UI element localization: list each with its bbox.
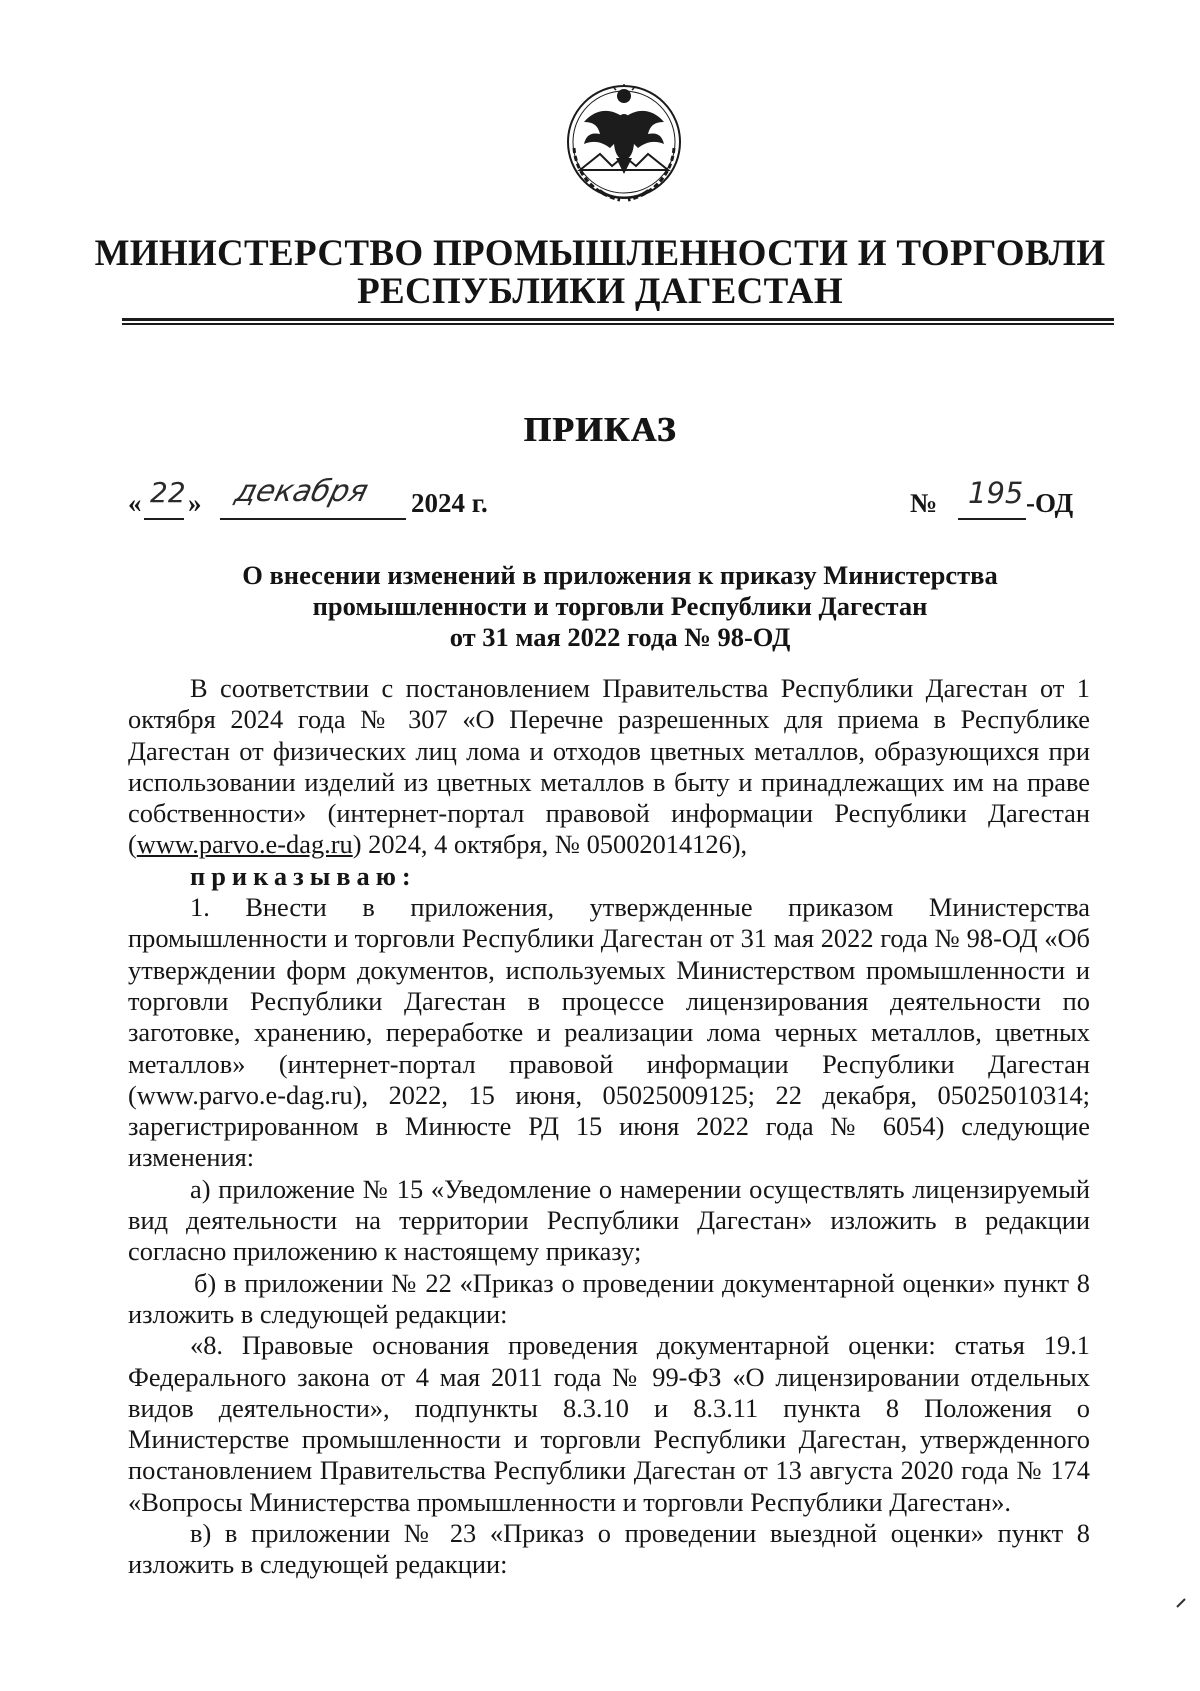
order-body	[128, 673, 1090, 1581]
directive-word: приказываю:	[190, 860, 417, 891]
ministry-name-line1: МИНИСТЕРСТВО ПРОМЫШЛЕННОСТИ И ТОРГОВЛИ	[94, 233, 1106, 274]
header-divider-thin	[122, 323, 1114, 325]
body-paragraph-quoted-8: «8. Правовые основания проведения документарной оценки: статья 19.1 Федерального закона от 4 мая 2011 года № 99-ФЗ «О лицензировании отдельных видов деятельности», подпункты 8.3.10 и 8.3.11 пункта 8 Положения о Министерстве промышленности и торговли Республики Дагестан, утвержденного постановлением Правительства Республики Дагестан от 13 августа 2020 года № 174 «Вопросы Министерства промышленности и торговли Республики Дагестан».	[128, 1330, 1090, 1517]
header-divider-thick	[122, 318, 1114, 321]
date-month-underline	[220, 518, 406, 520]
subject-line-3: от 31 мая 2022 года № 98-ОД	[449, 622, 791, 652]
subject-line-1: О внесении изменений в приложения к приказу Министерства	[242, 560, 998, 590]
date-year: 2024 г.	[411, 488, 488, 518]
date-quote-open: «	[128, 488, 142, 518]
date-quote-close: »	[188, 488, 202, 518]
body-paragraph-item-a: а) приложение № 15 «Уведомление о намерении осуществлять лицензируемый вид деятельности на территории Республики Дагестан» изложить в редакции согласно приложению к настоящему приказу;	[128, 1173, 1090, 1267]
order-number-handwritten: 195	[968, 476, 1024, 510]
order-number-suffix: -ОД	[1026, 488, 1074, 518]
dagestan-eagle-emblem-icon	[560, 78, 688, 210]
scan-mark-icon	[1176, 1598, 1186, 1608]
order-subject	[150, 560, 1090, 653]
order-number-underline	[958, 518, 1026, 520]
subject-line-2: промышленности и торговли Республики Дагестан	[312, 591, 928, 621]
date-month-handwritten: декабря	[231, 474, 372, 509]
body-paragraph-item-b: б) в приложении № 22 «Приказ о проведении документарной оценки» пункт 8 изложить в следующей редакции:	[128, 1267, 1090, 1329]
date-day-handwritten: 22	[150, 476, 186, 509]
preamble-text-start: В соответствии с постановлением Правительства Республики Дагестан от 1 октября 2024 года № 307 «О Перечне разрешенных для приема в Республике Дагестан от физических лиц лома и отходов цветных металлов, образующихся при использовании изделий из цветных металлов в быту и принадлежащих им на праве собственности» (интернет-портал правовой информации Республики Дагестан (	[128, 673, 1090, 860]
ministry-name-line2: РЕСПУБЛИКИ ДАГЕСТАН	[357, 271, 843, 312]
preamble-text-end: ) 2024, 4 октября, № 05002014126),	[352, 829, 748, 860]
body-paragraph-item-1: 1. Внести в приложения, утвержденные приказом Министерства промышленности и торговли Республики Дагестан от 31 мая 2022 года № 98-ОД «Об утверждении форм документов, используемых Министерством промышленности и торговли Республики Дагестан в процессе лицензирования деятельности по заготовке, хранению, переработке и реализации лома черных металлов, цветных металлов» (интернет-портал правовой информации Республики Дагестан (www.parvo.e-dag.ru), 2022, 15 июня, 05025009125; 22 декабря, 05025010314; зарегистрированном в Минюсте РД 15 июня 2022 года № 6054) следующие изменения:	[128, 892, 1090, 1173]
document-type-title: ПРИКАЗ	[523, 410, 677, 449]
order-number-sign: №	[910, 488, 938, 518]
body-paragraph-preamble	[128, 673, 1090, 861]
date-number-row	[128, 474, 1088, 544]
body-paragraph-item-v: в) в приложении № 23 «Приказ о проведении выездной оценки» пункт 8 изложить в следующей редакции:	[128, 1518, 1090, 1580]
legal-portal-link[interactable]: www.parvo.e-dag.ru	[136, 829, 353, 860]
date-day-underline	[144, 518, 184, 520]
